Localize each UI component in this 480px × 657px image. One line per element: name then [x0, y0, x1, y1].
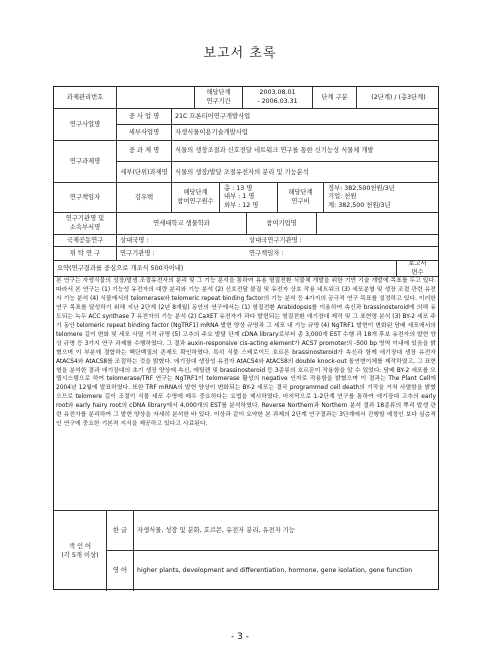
pi-name: 김우택 — [116, 183, 171, 212]
program-detail-value: 자생식물이용기술개발사업 — [171, 125, 438, 141]
intl-label: 국제공동연구 — [66, 236, 104, 244]
researchers-label-line1: 해당단계 — [183, 189, 208, 196]
researchers-counts — [219, 183, 277, 212]
keywords-english-row — [107, 551, 438, 591]
researchers-internal: 내부 : 1 명 — [224, 193, 255, 201]
period-label-line2: 연구기간 — [206, 97, 231, 105]
task-medium-label: 중 과 제 명 — [116, 141, 171, 162]
report-pages-label-line1: 보고서 — [408, 261, 427, 267]
commission-org: 연구기관명 : — [116, 247, 246, 260]
intl-org: 상대국연구기관명 : — [249, 236, 302, 244]
keywords-label — [54, 511, 106, 591]
researchers-label — [171, 183, 219, 212]
budget-label — [277, 183, 323, 212]
company-label: 참여기업명 — [246, 213, 316, 234]
period-label — [194, 87, 242, 108]
period-label-line1: 해당단계 — [206, 89, 231, 96]
company-value — [316, 213, 438, 234]
kw-ko-value: 자생식물, 성장 및 분화, 호르몬, 유전자 분리, 유전자 기능 — [133, 511, 438, 550]
budget-label-line1: 해당단계 — [288, 189, 313, 196]
report-title: 보고서 초록 — [203, 46, 277, 61]
row-abstract-header — [54, 261, 438, 277]
researchers-label-line2: 참여연구원수 — [177, 197, 214, 205]
stage-value: (2단계) / (총3단계) — [356, 87, 440, 108]
keywords-label-line1: 색 인 어 — [68, 542, 92, 550]
period-start: 2003.08.01 — [259, 89, 296, 96]
abstract-text: 본 연구는 자생식물의 성장/발생 조절유전자의 분리 및 그 기능 분석을 통하여 유용 형질전환 식물체 개발을 위한 기반 기술 개발에 목표를 두고 있다. 따라서 본 연구는 (1) 기능성 유전자의 대량 분리와 기능 분석 (2) 신호전달 물질 및 유전자 상호 작용 네트워크 (3) 세포분열 및 생장 조절 관련 유전자 기능 분석 (4) 식물에서의 telomerase와 telomeric repeat binding factor의 기능 분석 등 4가지의 궁극적 연구 목표를 설정하고 있다. 이러한 연구 목표를 달성하기 위해 지난 2단계 (2년 8개월) 동안의 연구에서는 (1) 형질전환 Arabidopsis를 이용하여 속신과 brassinosteroid에 의해 유도되는 녹두 ACC synthase 7 유전자의 기능 분석 (2) CaXET 유전자가 과다 발현되는 형질전환 애기장대 제작 및 그 표현형 분석 (3) BY-2 세포 주기 동안 telomeric repeat binding factor (NgTRF1) mRNA 발현 양상 규명과 그 세포 내 기능 규명 (4) NgTRF1 발현이 변화된 담배 세포에서의 telomere 길이 변화 및 세포 사멸 기작 규명 (5) 고추의 주요 발달 단계 cDNA library로부터 총 3,000개 EST 수행 과 18개 후보 유전자의 발현 양상 규명 등 3가지 연구 과제를 수행하였다. 그 결과 auxin-responsive cis-acting element가 ACS7 promoter의 -500 bp 영역 이내에 있음을 밝혔으며 이 부분에 결합하는 핵단백질의 존재도 확인하였다. 특히 식물 스테로이드 호르몬 brassinosteroid가 속신과 함께 애기장대 생장 유전자 AtACS4와 AtACS8를 조절하는 것을 밝혔다. 애기장대 생장성 유전자 AtACS4와 AtACS8의 double knock-out 돌연변이체를 제작하였고, 그 표현형을 분석한 결과 애기장대의 초기 생장 양상에 속신, 에틸렌 및 brassinosteroid 등 3종류의 호르몬이 작용함을 알 수 있었다. 담배 BY-2 세포를 모델시스템으로 하여 telomerase/TRF 연구는 NgTRF1이 telomerase 활성의 negative 인자로 작용함을 밝혔으며 이 결과는 The Plant Cell에 2004년 12월에 발표하였다. 또한 TRF mRNA의 발현 양상이 변화되는 BY-2 세포는 결국 programmed cell death의 기작을 거쳐 사멸함을 밝혔으므로 telomere 길이 조절이 식물 세포 수명에 매우 중요하다는 요법을 제시하였다. 마지막으로 1-2단계 연구를 통하여 애기장대 고추의 early root와 early hairy root의 cDNA library에서 4,000개의 EST를 분석하였다. Reverse Northern과 Northern 분석 결과 18종류의 뿌리 발생 관련 유전자를 분리하여 그 발현 양상을 자세히 분석한 바 있다. 이상과 같이 요약한 본 과제의 2단계 연구결과는 3단계에서 진행할 예정인 보다 심층적인 연구에 중요한 기본적 지식을 제공하고 있다고 사료된다. — [56, 278, 436, 428]
row-pi — [54, 183, 438, 213]
budget-values — [323, 183, 438, 212]
report-pages-label — [396, 261, 438, 276]
row-international — [54, 235, 438, 247]
report-pages-label-line2: 면수 — [411, 268, 424, 276]
task-detail-value: 식물의 생장/발달 조절유전자의 분리 및 기능분석 — [171, 162, 438, 183]
kw-en-value: higher plants, development and differentiation, hormone, gene isolation, gene function — [133, 551, 438, 591]
task-medium-value: 식물의 생장조절과 신호전달 네트워크 연구를 통한 신기능성 식물체 개발 — [171, 141, 438, 162]
row-project-info — [54, 87, 438, 109]
row-program — [54, 109, 438, 141]
keywords-korean-row — [107, 511, 438, 551]
program-medium-label: 중 사 업 명 — [116, 109, 171, 125]
org-label-line1: 연구기관명 및 — [65, 215, 105, 222]
period-value — [242, 87, 312, 108]
report-form-table — [53, 86, 439, 590]
kw-ko-label: 한 글 — [112, 526, 128, 534]
researchers-total: 총 : 13 명 — [224, 184, 253, 192]
org-label — [54, 213, 116, 234]
org-value: 연세대학교 생물학과 — [116, 213, 246, 234]
org-label-line2: 소속부서명 — [69, 223, 101, 231]
row-organization — [54, 213, 438, 235]
program-detail-label: 세부사업명 — [116, 125, 171, 141]
program-label: 연구사업명 — [69, 120, 101, 128]
task-detail-label: 세부(단위)과제명 — [116, 162, 171, 183]
budget-government: 정부: 382,500천원/3년 — [328, 184, 395, 192]
abstract-header: 요약(연구결과를 중심으로 개조식 500자이내) — [57, 264, 184, 272]
commission-pi: 연구책임자 : — [249, 249, 284, 257]
task-label: 연구과제명 — [69, 157, 101, 165]
project-no-value — [116, 87, 194, 108]
keywords-label-line2: (각 5개 이상) — [61, 552, 99, 559]
budget-label-line2: 연구비 — [291, 197, 310, 205]
commission-label: 위 탁 연 구 — [69, 249, 101, 257]
intl-country: 상대국명 : — [116, 235, 246, 246]
budget-company: 기업: 천원 — [328, 193, 357, 201]
abstract-body — [56, 277, 436, 510]
budget-total: 계: 382,500 천원/3년 — [328, 201, 391, 209]
stage-label: 단계 구분 — [312, 87, 356, 108]
project-no-label: 과제관리번호 — [66, 93, 104, 101]
program-medium-value: 21C 프론티어연구개발사업 — [171, 109, 438, 125]
researchers-external: 외부 : 12 명 — [224, 201, 259, 209]
row-task — [54, 141, 438, 183]
kw-en-label: 영 어 — [112, 567, 128, 575]
pi-label: 연구책임자 — [69, 193, 101, 201]
row-commission — [54, 247, 438, 261]
period-end: - 2006.03.31 — [257, 97, 298, 105]
page-number: - 3 - — [231, 632, 249, 642]
